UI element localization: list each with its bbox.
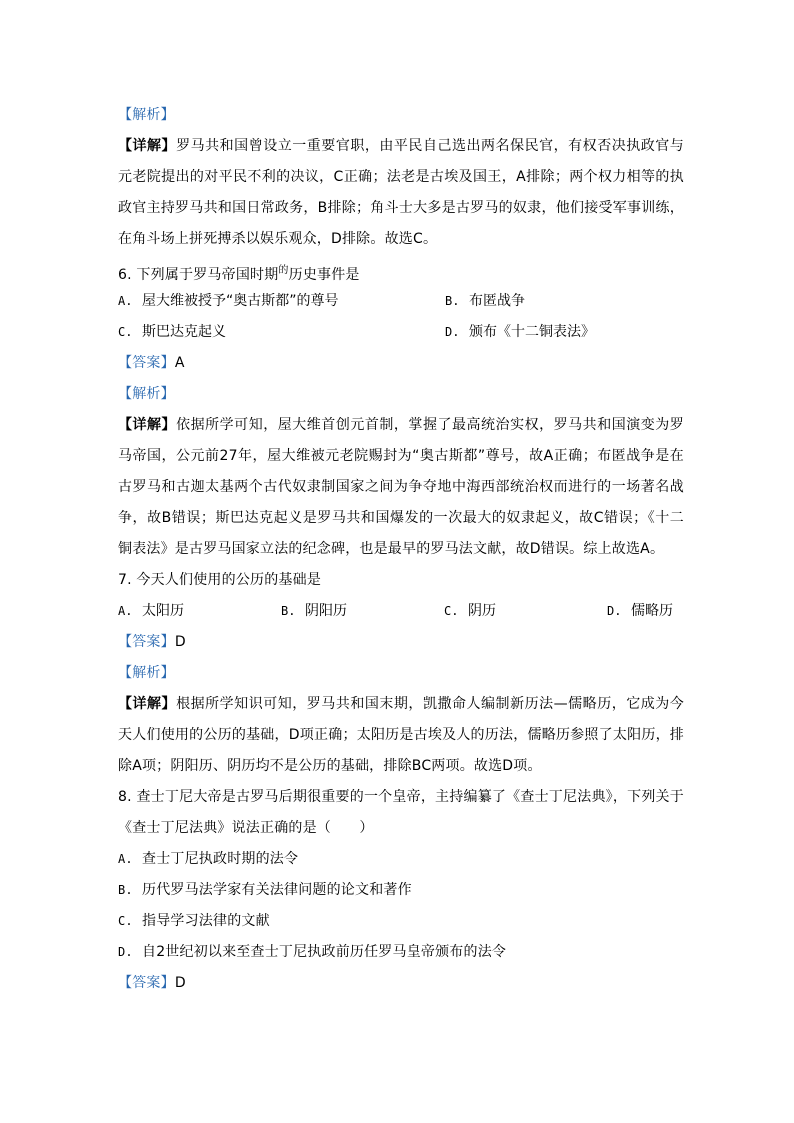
answer-value: D: [174, 975, 186, 991]
q8-answer: [118, 968, 684, 999]
option-text: 儒略历: [631, 603, 673, 619]
option-b: [281, 596, 444, 627]
answer-tag: 【答案】: [118, 975, 175, 991]
analysis-tag: 【解析】: [118, 665, 175, 681]
option-text: 太阳历: [142, 603, 184, 619]
option-a: [118, 286, 445, 317]
option-text: 阴历: [468, 603, 496, 619]
answer-value: A: [174, 355, 185, 371]
option-a: [118, 596, 281, 627]
stem-text: 历史事件是: [288, 267, 360, 283]
stem-text: 下列属于罗马帝国时期: [136, 267, 279, 283]
question-number: 8.: [118, 789, 132, 805]
option-a: [118, 844, 684, 875]
question-number: 6.: [118, 267, 132, 283]
option-label: D.: [445, 325, 460, 339]
option-text: 查士丁尼执政时期的法令: [142, 851, 299, 867]
answer-tag: 【答案】: [118, 355, 175, 371]
option-label: B.: [445, 294, 460, 308]
option-label: A.: [118, 852, 133, 866]
detail-tag: 【详解】: [118, 417, 177, 433]
option-text: 指导学习法律的文献: [142, 913, 270, 929]
option-c: [444, 596, 607, 627]
stem-sup: 的: [278, 265, 289, 276]
q6-detail: [118, 410, 684, 565]
document-page: [118, 100, 684, 999]
answer-tag: 【答案】: [118, 634, 175, 650]
analysis-tag: 【解析】: [118, 386, 175, 402]
option-label: D.: [607, 604, 622, 618]
option-c: [118, 317, 445, 348]
q6-stem: [118, 255, 684, 286]
option-label: A.: [118, 604, 133, 618]
q7-detail: [118, 689, 684, 782]
option-label: B.: [118, 883, 133, 897]
q7-stem: [118, 565, 684, 596]
q6-options-row-2: [118, 317, 684, 348]
option-d: [607, 596, 673, 627]
option-label: C.: [444, 604, 459, 618]
detail-text: 根据所学知识可知，罗马共和国末期，凯撒命人编制新历法—儒略历，它成为今天人们使用的公历的基础，D项正确；太阳历是古埃及人的历法，儒略历参照了太阳历，排除A项；阴阳历、阴历均不是公历的基础，排除BC两项。故选D项。: [118, 696, 684, 774]
option-d: [445, 317, 595, 348]
option-text: 自2世纪初以来至查士丁尼执政前历任罗马皇帝颁布的法令: [142, 944, 507, 960]
option-d: [118, 937, 684, 968]
q7-answer: [118, 627, 684, 658]
option-label: C.: [118, 914, 133, 928]
question-number: 7.: [118, 572, 132, 588]
option-text: 斯巴达克起义: [142, 324, 226, 340]
detail-tag: 【详解】: [118, 138, 177, 154]
answer-value: D: [174, 634, 186, 650]
q6-options-row-1: [118, 286, 684, 317]
detail-text: 依据所学可知，屋大维首创元首制，掌握了最高统治实权，罗马共和国演变为罗马帝国，公元前27年，屋大维被元老院赐封为“奥古斯都”尊号，故A正确；布匿战争是在古罗马和古迦太基两个古代奴隶制国家之间为争夺地中海西部统治权而进行的一场著名战争，故B错误；斯巴达克起义是罗马共和国爆发的一次最大的奴隶起义，故C错误；《十二铜表法》是古罗马国家立法的纪念碑，也是最早的罗马法文献，故D错误。综上故选A。: [118, 417, 684, 557]
q5-detail: [118, 131, 684, 255]
option-label: A.: [118, 294, 133, 308]
q6-answer: [118, 348, 684, 379]
option-b: [445, 286, 525, 317]
option-text: 历代罗马法学家有关法律问题的论文和著作: [142, 882, 412, 898]
q7-options-row: [118, 596, 684, 627]
analysis-tag: 【解析】: [118, 107, 175, 123]
option-label: B.: [281, 604, 296, 618]
option-text: 颁布《十二铜表法》: [469, 324, 595, 340]
option-text: 布匿战争: [469, 293, 525, 309]
detail-tag: 【详解】: [118, 696, 177, 712]
option-text: 屋大维被授予“奥古斯都”的尊号: [142, 293, 339, 309]
detail-text: 罗马共和国曾设立一重要官职，由平民自己选出两名保民官，有权否决执政官与元老院提出的对平民不利的决议，C正确；法老是古埃及国王，A排除；两个权力相等的执政官主持罗马共和国日常政务，B排除；角斗士大多是古罗马的奴隶，他们接受军事训练，在角斗场上拼死搏杀以娱乐观众，D排除。故选C。: [118, 138, 684, 247]
option-text: 阴阳历: [305, 603, 347, 619]
option-label: C.: [118, 325, 133, 339]
stem-text: 今天人们使用的公历的基础是: [136, 572, 322, 588]
option-b: [118, 875, 684, 906]
q8-stem: [118, 782, 684, 844]
option-c: [118, 906, 684, 937]
stem-text: 查士丁尼大帝是古罗马后期很重要的一个皇帝，主持编纂了《查士丁尼法典》，下列关于《查士丁尼法典》说法正确的是（ ）: [118, 789, 684, 836]
option-label: D.: [118, 945, 133, 959]
